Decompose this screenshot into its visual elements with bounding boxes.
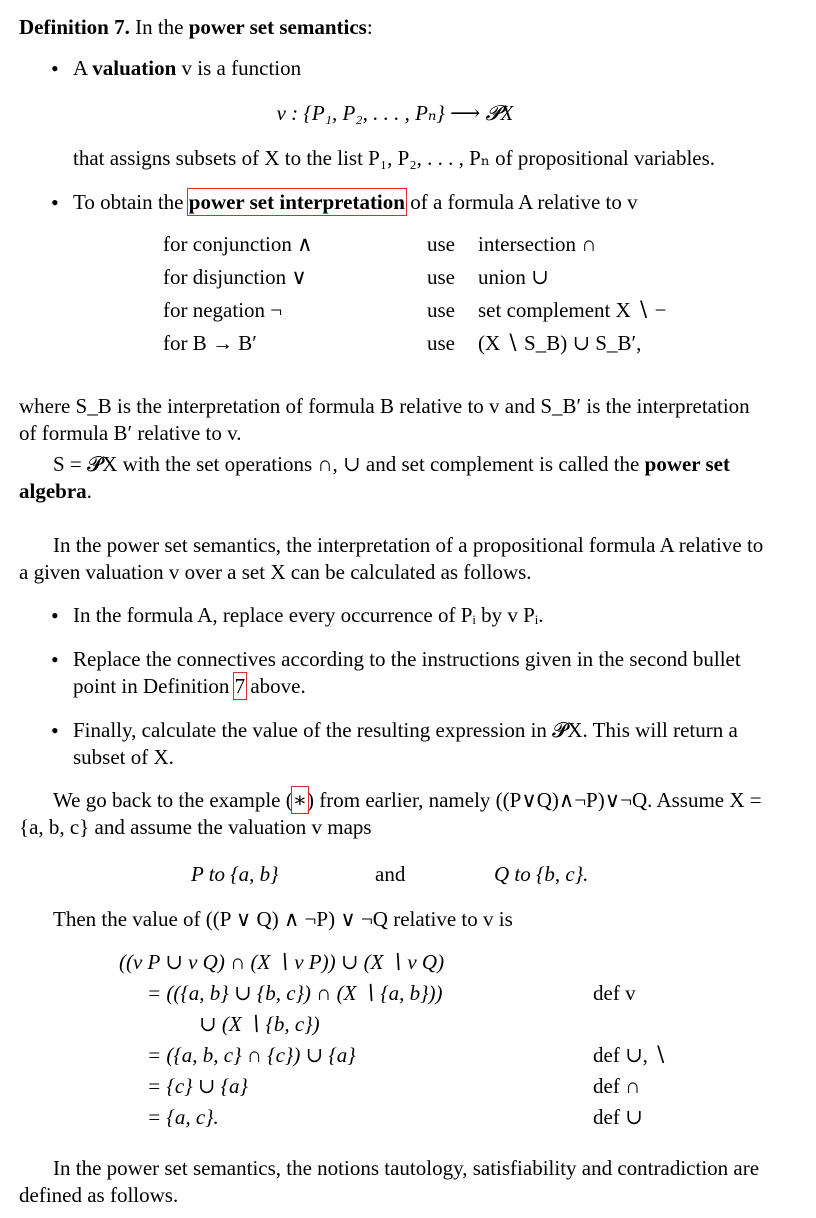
calc-expression: = ({a, b, c} ∩ {c}) ∪ {a} (147, 1043, 356, 1067)
valuation-map-line (19, 861, 771, 888)
map-and: and (375, 862, 406, 886)
calc-row (119, 1009, 667, 1040)
calc-expression: = {c} ∪ {a} (147, 1074, 248, 1098)
calc-row (119, 1102, 667, 1133)
calc-row (119, 1040, 667, 1071)
definition-bullets (19, 55, 771, 216)
rule-use: use (427, 298, 455, 322)
rule-operation: set complement X ∖ − (478, 298, 667, 322)
calc-justification (593, 1009, 667, 1040)
calc-row (119, 947, 667, 978)
rule-condition: for disjunction ∨ (163, 265, 307, 289)
calc-intro-paragraph: In the power set semantics, the interpretation of a propositional formula A relative to a given valuation v over a set X can be calculated as follows. (19, 533, 764, 584)
valuation-term: valuation (92, 56, 177, 80)
rule-use: use (427, 265, 455, 289)
rule-operation: (X ∖ S_B) ∪ S_B′, (478, 331, 642, 355)
example-paragraph: We go back to the example (∗) from earlier, namely ((P∨Q)∧¬P)∨¬Q. Assume X = {a, b, c} and assume the valuation v maps (19, 788, 762, 839)
final-paragraph: In the power set semantics, the notions tautology, satisfiability and contradiction are defined as follows. (19, 1156, 760, 1207)
rule-operation: union ∪ (478, 265, 549, 289)
calc-justification: def ∩ (593, 1074, 641, 1098)
valuation-display: v : {P₁, P₂, . . . , Pₙ} ⟶ 𝓟X (276, 101, 514, 125)
calculation-steps (19, 602, 771, 771)
calc-expression: ∪ (X ∖ {b, c}) (199, 1012, 320, 1036)
calc-justification: def ∪ (593, 1105, 643, 1129)
rule-use: use (427, 331, 455, 355)
map-q: Q to {b, c}. (494, 862, 589, 886)
calc-justification: def v (593, 981, 636, 1005)
calc-row (119, 978, 667, 1009)
step-replace-variables: • In the formula A, replace every occurrence of Pᵢ by v Pᵢ. (19, 602, 771, 629)
connective-rules-table (163, 228, 667, 360)
rule-row (163, 261, 667, 294)
definition-heading: Definition 7. In the power set semantics: (19, 15, 373, 39)
rule-condition: for negation ¬ (163, 298, 283, 322)
rule-row (163, 327, 667, 360)
calc-expression: = {a, c}. (147, 1105, 219, 1129)
calc-expression: ((v P ∪ v Q) ∩ (X ∖ v P)) ∪ (X ∖ v Q) (119, 950, 445, 974)
definition-7-link[interactable]: 7 (234, 674, 246, 698)
valuation-followup: that assigns subsets of X to the list P₁, P₂, . . . , Pₙ of propositional variables. (73, 146, 716, 170)
power-set-algebra-term: power set algebra (19, 452, 730, 503)
step-calculate: • Finally, calculate the value of the resulting expression in 𝓟X. This will return a subset of X. (19, 717, 771, 771)
definition-intro: In the (135, 15, 184, 39)
paper-page (19, 14, 771, 1209)
rule-operation: intersection ∩ (478, 232, 597, 256)
example-star-link[interactable]: ∗ (292, 788, 307, 812)
rule-condition: for B → B′ (163, 331, 257, 355)
then-paragraph: Then the value of ((P ∨ Q) ∧ ¬P) ∨ ¬Q relative to v is (53, 907, 513, 931)
where-paragraph: where S_B is the interpretation of formula B relative to v and S_B′ is the interpretation of formula B′ relative to v. (19, 394, 750, 445)
map-p: P to {a, b} (191, 862, 279, 886)
calc-justification: def ∪, ∖ (593, 1043, 667, 1067)
algebra-paragraph: S = 𝓟X with the set operations ∩, ∪ and set complement is called the power set algebra. (19, 452, 730, 503)
rule-row (163, 294, 667, 327)
rule-row (163, 228, 667, 261)
bullet-valuation: • A valuation v is a function v : {P₁, P₂, . . . , Pₙ} ⟶ 𝓟X that assigns subsets of X to the list P₁, P₂, . . . , Pₙ of propositional variables. (19, 55, 771, 172)
rule-condition: for conjunction ∧ (163, 232, 313, 256)
rule-use: use (427, 232, 455, 256)
step-replace-connectives: • Replace the connectives according to the instructions given in the second bullet point in Definition 7 above. (19, 646, 771, 700)
definition-term: power set semantics (188, 15, 367, 39)
calc-row (119, 1071, 667, 1102)
power-set-interpretation-link[interactable]: power set interpretation (188, 190, 405, 214)
calculation-table (119, 947, 667, 1133)
definition-label: Definition 7. (19, 15, 130, 39)
calc-justification (593, 947, 667, 978)
calc-expression: = (({a, b} ∪ {b, c}) ∩ (X ∖ {a, b})) (147, 981, 443, 1005)
bullet-interpretation: • To obtain the power set interpretation of a formula A relative to v (19, 189, 771, 216)
